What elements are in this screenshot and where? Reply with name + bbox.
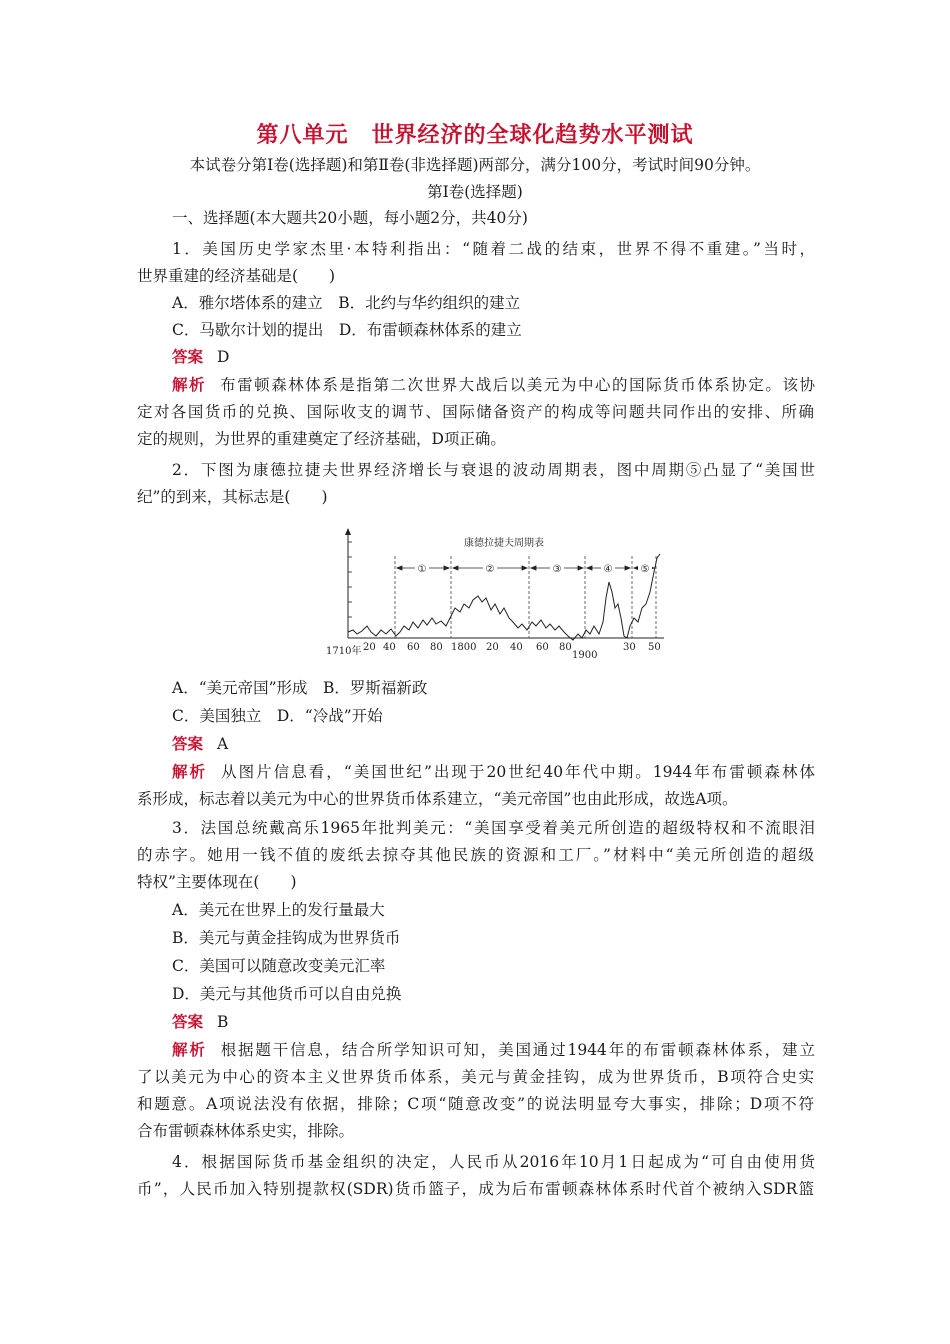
period-label-3: ③ [552,564,562,575]
q2-options-ab: A．“美元帝国”形成 B．罗斯福新政 [172,679,428,697]
x-tick-40b: 40 [510,642,523,653]
x-tick-20a: 20 [363,642,376,653]
section-heading: 一、选择题(本大题共20小题，每小题2分，共40分) [172,209,528,227]
q4-stem-line1: 4．根据国际货币基金组织的决定，人民币从2016年10月1日起成为“可自由使用货 [172,1153,815,1171]
x-tick-1800: 1800 [451,642,477,653]
q3-option-a: A．美元在世界上的发行量最大 [172,901,385,919]
x-tick-60b: 60 [536,642,549,653]
q1-analysis-text1: 布雷顿森林体系是指第二次世界大战后以美元为中心的国际货币体系协定。该协 [220,376,815,394]
q3-analysis-line3: 和题意。A项说法没有依据，排除；C项“随意改变”的说法明显夸大事实，排除；D项不符 [137,1095,814,1113]
q1-stem-line1: 1．美国历史学家杰里·本特利指出：“随着二战的结束，世界不得不重建。”当时， [172,240,815,258]
answer-label: 答案 [172,348,204,366]
kondratiev-cycle-figure [320,526,670,662]
q2-answer-value: A [217,735,229,753]
q2-analysis-text1: 从图片信息看，“美国世纪”出现于20世纪40年代中期。1944年布雷顿森林体 [221,763,815,781]
q3-analysis-line2: 了以美元为中心的资本主义世界货币体系，美元与黄金挂钩，成为世界货币，B项符合史实 [137,1068,814,1086]
q1-stem-line2: 世界重建的经济基础是( ) [137,267,336,285]
q3-analysis-text1: 根据题干信息，结合所学知识可知，美国通过1944年的布雷顿森林体系，建立 [220,1041,815,1059]
q1-options-ab: A．雅尔塔体系的建立 B．北约与华约组织的建立 [172,294,521,312]
q1-options-cd: C．马歇尔计划的提出 D．布雷顿森林体系的建立 [172,321,522,339]
q1-analysis-line3: 定的规则，为世界的重建奠定了经济基础，D项正确。 [137,430,506,448]
x-axis-tick-labels [326,642,661,661]
q2-answer [172,733,228,755]
period-label-1: ① [417,564,427,575]
y-axis-arrow-icon [345,528,351,535]
page-title: 第八单元 世界经济的全球化趋势水平测试 [256,123,694,148]
analysis-label: 解析 [172,376,207,394]
period-arrows [397,566,654,570]
q3-analysis-line4: 合布雷顿森林体系史实，排除。 [137,1122,355,1140]
x-tick-30: 30 [623,642,636,653]
part-heading: 第Ⅰ卷(选择题) [427,183,523,201]
q2-analysis-line1 [172,761,815,783]
period-label-4: ④ [603,564,613,575]
q1-analysis-line1 [172,374,815,396]
analysis-label: 解析 [172,1041,207,1059]
q4-stem-line2: 币”，人民币加入特别提款权(SDR)货币篮子，成为后布雷顿森林体系时代首个被纳入SDR篮 [137,1180,814,1198]
period-label-2: ② [485,564,495,575]
figure-title: 康德拉捷夫周期表 [464,538,544,549]
analysis-label: 解析 [172,763,208,781]
answer-label: 答案 [172,1013,204,1031]
x-tick-50: 50 [648,642,661,653]
exam-intro: 本试卷分第Ⅰ卷(选择题)和第Ⅱ卷(非选择题)两部分，满分100分，考试时间90分钟。 [189,156,761,174]
period-label-5: ⑤ [640,564,650,575]
x-tick-60a: 60 [407,642,420,653]
x-tick-80b: 80 [559,642,572,653]
q3-stem-line3: 特权”主要体现在( ) [137,873,297,891]
q3-option-d: D．美元与其他货币可以自由兑换 [172,985,402,1003]
q3-stem-line2: 的赤字。她用一钱不值的废纸去掠夺其他民族的资源和工厂。”材料中“美元所创造的超级 [137,846,814,864]
q2-stem-line2: 纪”的到来，其标志是( ) [137,488,328,506]
q3-stem-line1: 3．法国总统戴高乐1965年批判美元：“美国享受着美元所创造的超级特权和不流眼泪 [172,819,815,837]
x-tick-20b: 20 [486,642,499,653]
q3-analysis-line1 [172,1039,815,1061]
x-tick-1900: 1900 [572,650,598,661]
y-axis-ticks [348,542,352,617]
q2-analysis-line2: 系形成，标志着以美元为中心的世界货币体系建立，“美元帝国”也由此形成，故选A项。 [137,790,738,808]
cycle-chart-svg [320,526,670,662]
q3-answer [172,1011,228,1033]
q3-answer-value: B [217,1013,229,1031]
q3-option-b: B．美元与黄金挂钩成为世界货币 [172,929,401,947]
x-tick-1710: 1710年 [326,646,362,657]
answer-label: 答案 [172,735,204,753]
x-tick-40a: 40 [383,642,396,653]
q1-analysis-line2: 定对各国货币的兑换、国际收支的调节、国际储备资产的构成等问题共同作出的安排、所确 [137,403,814,421]
q2-stem-line1: 2．下图为康德拉捷夫世界经济增长与衰退的波动周期表，图中周期⑤凸显了“美国世 [172,461,815,479]
q1-answer-value: D [217,348,230,366]
q1-answer [172,346,229,368]
q2-options-cd: C．美国独立 D．“冷战”开始 [172,707,383,725]
x-tick-80a: 80 [430,642,443,653]
q3-option-c: C．美国可以随意改变美元汇率 [172,957,386,975]
